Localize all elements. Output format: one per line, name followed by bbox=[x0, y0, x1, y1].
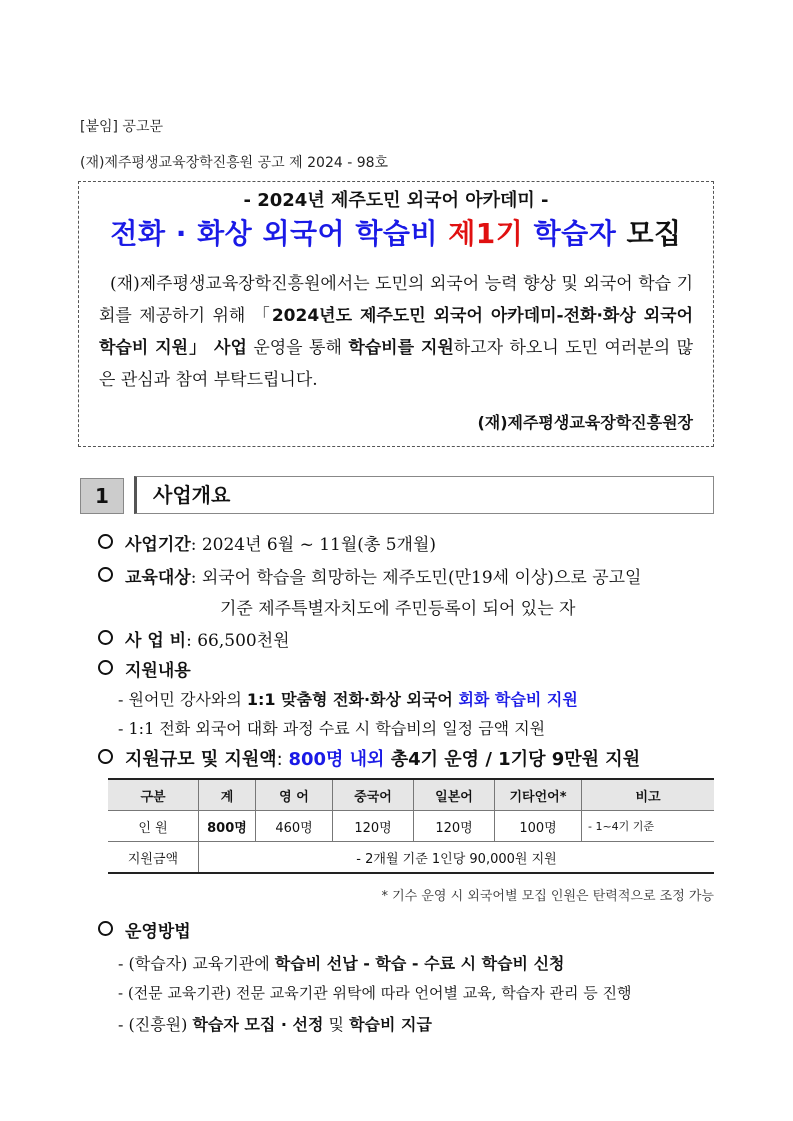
target-label: 교육대상 bbox=[125, 568, 191, 588]
table-header: 계 bbox=[199, 779, 256, 811]
table-cell: 460명 bbox=[256, 811, 333, 842]
target-row bbox=[98, 563, 641, 588]
period-label: 사업기간 bbox=[125, 535, 191, 555]
signature: (재)제주평생교육장학진흥원장 bbox=[477, 413, 693, 432]
table-cell: 800명 bbox=[199, 811, 256, 842]
table-header: 구분 bbox=[108, 779, 199, 811]
table-header: 중국어 bbox=[333, 779, 414, 811]
attachment-label: [붙임] 공고문 bbox=[80, 119, 163, 135]
circle-bullet-icon bbox=[98, 749, 113, 764]
support-1-bold: 1:1 맞춤형 전화·화상 외국어 bbox=[246, 690, 459, 709]
table-header: 일본어 bbox=[414, 779, 495, 811]
target-value-1: : 외국어 학습을 희망하는 제주도민(만19세 이상)으로 공고일 bbox=[190, 568, 642, 588]
circle-bullet-icon bbox=[98, 630, 113, 645]
support-label: 지원내용 bbox=[125, 661, 191, 681]
title-part-2: 학습자 bbox=[523, 217, 617, 250]
table-cell: 100명 bbox=[495, 811, 582, 842]
operation-3-bold-2: 학습비 지급 bbox=[349, 1015, 432, 1034]
circle-bullet-icon bbox=[98, 660, 113, 675]
operation-3-pre: - (진흥원) bbox=[118, 1015, 193, 1034]
scale-colon: : bbox=[276, 749, 289, 770]
period-value: : 2024년 6월 ~ 11월(총 5개월) bbox=[190, 535, 437, 555]
table-row bbox=[108, 842, 714, 874]
table-row bbox=[108, 811, 714, 842]
circle-bullet-icon bbox=[98, 534, 113, 549]
title-part-3: 모집 bbox=[616, 217, 682, 250]
notice-title bbox=[79, 212, 713, 252]
support-table bbox=[108, 778, 714, 874]
period-row bbox=[98, 530, 436, 555]
table-cell: 120명 bbox=[333, 811, 414, 842]
scale-blue: 800명 내외 bbox=[288, 749, 385, 770]
scale-row bbox=[98, 745, 640, 771]
support-1-pre: - 원어민 강사와의 bbox=[118, 690, 247, 709]
section-number: 1 bbox=[80, 478, 124, 514]
budget-label: 사 업 비 bbox=[125, 631, 187, 651]
para-text-1: (재)제주평생교육장학진흥원에서는 도민의 외국어 능력 향상 및 외국어 학습 기회를 제공하기 위해 「 bbox=[99, 274, 693, 326]
target-row-2 bbox=[220, 594, 575, 619]
title-cohort: 제1기 bbox=[448, 217, 524, 250]
operation-item-1 bbox=[118, 951, 564, 974]
budget-row bbox=[98, 626, 290, 651]
para-text-2: 운영을 통해 bbox=[246, 338, 349, 358]
section-title: 사업개요 bbox=[134, 476, 714, 514]
operation-item-3 bbox=[118, 1012, 432, 1035]
table-header: 영 어 bbox=[256, 779, 333, 811]
table-cell: - 2개월 기준 1인당 90,000원 지원 bbox=[199, 842, 715, 874]
table-cell: 지원금액 bbox=[108, 842, 199, 874]
operation-1-bold: 학습비 선납 - 학습 - 수료 시 학습비 신청 bbox=[274, 954, 565, 973]
scale-label: 지원규모 및 지원액 bbox=[125, 749, 277, 770]
support-1-blue: 회화 학습비 지원 bbox=[458, 690, 578, 709]
operation-3-mid: 및 bbox=[323, 1015, 350, 1034]
para-bold-1: 2024년도 제주도민 외국어 아카데미-전화·화상 외국어 학습비 지원」 사업 bbox=[99, 306, 693, 358]
budget-value: : 66,500천원 bbox=[186, 631, 290, 651]
operation-3-bold-1: 학습자 모집 · 선정 bbox=[192, 1015, 324, 1034]
operation-item-2: - (전문 교육기관) 전문 교육기관 위탁에 따라 언어별 교육, 학습자 관리 등 진행 bbox=[118, 984, 632, 1002]
para-text-3: 하고자 하오니 도민 여러분의 많은 관심과 참여 부탁드립니다. bbox=[99, 338, 694, 390]
table-cell: - 1~4기 기준 bbox=[582, 811, 715, 842]
para-bold-2: 학습비를 지원 bbox=[348, 338, 454, 358]
table-cell: 인 원 bbox=[108, 811, 199, 842]
table-header: 기타언어* bbox=[495, 779, 582, 811]
notice-subtitle: - 2024년 제주도민 외국어 아카데미 - bbox=[243, 190, 549, 211]
operation-1-pre: - (학습자) 교육기관에 bbox=[118, 954, 275, 973]
support-row bbox=[98, 656, 191, 681]
circle-bullet-icon bbox=[98, 567, 113, 582]
notice-box bbox=[78, 181, 714, 447]
notice-paragraph bbox=[99, 268, 693, 396]
operation-label: 운영방법 bbox=[125, 922, 191, 942]
table-footnote: * 기수 운영 시 외국어별 모집 인원은 탄력적으로 조정 가능 bbox=[381, 889, 714, 904]
scale-rest: 총4기 운영 / 1기당 9만원 지원 bbox=[384, 749, 641, 770]
table-header-row bbox=[108, 779, 714, 811]
target-value-2: 기준 제주특별자치도에 주민등록이 되어 있는 자 bbox=[220, 599, 576, 619]
circle-bullet-icon bbox=[98, 921, 113, 936]
table-cell: 120명 bbox=[414, 811, 495, 842]
title-part-1: 전화 · 화상 외국어 학습비 bbox=[110, 217, 449, 250]
support-item-2: - 1:1 전화 외국어 대화 과정 수료 시 학습비의 일정 금액 지원 bbox=[118, 719, 546, 738]
table-header: 비고 bbox=[582, 779, 715, 811]
notice-number: (재)제주평생교육장학진흥원 공고 제 2024 - 98호 bbox=[80, 155, 389, 171]
support-item-1 bbox=[118, 687, 578, 710]
operation-row bbox=[98, 917, 191, 942]
